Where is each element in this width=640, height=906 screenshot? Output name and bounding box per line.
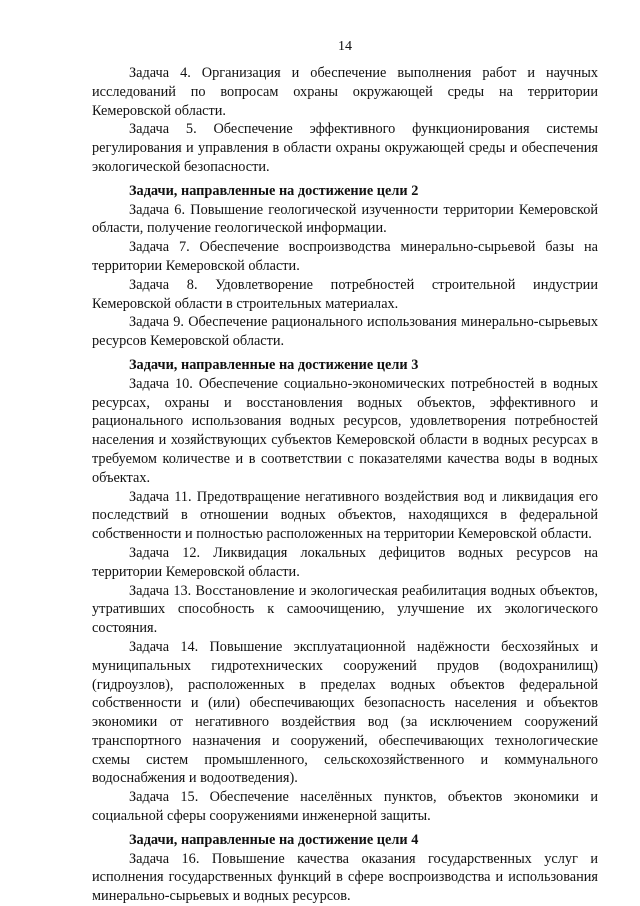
- task-4-paragraph: Задача 4. Организация и обеспечение выполнения работ и научных исследований по вопросам охраны окружающей среды на территории Кемеровской области.: [92, 65, 598, 119]
- task-5-paragraph: Задача 5. Обеспечение эффективного функционирования системы регулирования и управления в области охраны окружающей среды и обеспечения экологической безопасности.: [92, 121, 598, 175]
- task-6-paragraph: Задача 6. Повышение геологической изученности территории Кемеровской области, получение геологической информации.: [92, 201, 598, 237]
- section-heading-goal-4: Задачи, направленные на достижение цели 4: [129, 831, 419, 848]
- task-10-paragraph: Задача 10. Обеспечение социально-экономических потребностей в водных ресурсах, охраны и восстановления водных объектов, эффективного и рационального использования водных ресурсов, удовлетворения потребностей населения и хозяйствующих субъектов Кемеровской области в водных ресурсах в требуемом количестве и в соответствии с показателями качества воды в водных объектах.: [92, 375, 598, 486]
- task-16-paragraph: Задача 16. Повышение качества оказания государственных услуг и исполнения государственных функций в сфере воспроизводства и использования минерально-сырьевых и водных ресурсов.: [92, 850, 598, 905]
- task-13-paragraph: Задача 13. Восстановление и экологическая реабилитация водных объектов, утративших способность к самоочищению, улучшение их экологического состояния.: [92, 582, 598, 637]
- task-11-paragraph: Задача 11. Предотвращение негативного воздействия вод и ликвидация его последствий в отношении водных объектов, находящихся в федеральной собственности и полностью расположенных на территории Кемеровской области.: [92, 488, 598, 543]
- task-14-paragraph: Задача 14. Повышение эксплуатационной надёжности бесхозяйных и муниципальных гидротехнических сооружений прудов (водохранилищ) (гидроузлов), расположенных в пределах водных объектов федеральной собственности и (или) обеспечивающих безопасность населения и объектов экономики от негативного воздействия вод (за исключением сооружений транспортного назначения и сооружений, обеспечивающих технологические схемы систем промышленного, сельскохозяйственного и коммунального водоснабжения и водоотведения).: [92, 638, 598, 787]
- task-12-paragraph: Задача 12. Ликвидация локальных дефицитов водных ресурсов на территории Кемеровской области.: [92, 544, 598, 580]
- task-7-paragraph: Задача 7. Обеспечение воспроизводства минерально-сырьевой базы на территории Кемеровской области.: [92, 239, 598, 274]
- section-heading-goal-2: Задачи, направленные на достижение цели 2: [129, 182, 419, 199]
- section-heading-goal-3: Задачи, направленные на достижение цели 3: [129, 356, 419, 373]
- document-body: [92, 64, 598, 906]
- page-number: 14: [338, 39, 352, 54]
- task-8-paragraph: Задача 8. Удовлетворение потребностей строительной индустрии Кемеровской области в строительных материалах.: [92, 276, 598, 312]
- task-9-paragraph: Задача 9. Обеспечение рационального использования минерально-сырьевых ресурсов Кемеровской области.: [92, 314, 598, 350]
- task-15-paragraph: Задача 15. Обеспечение населённых пунктов, объектов экономики и социальной сферы сооружениями инженерной защиты.: [92, 789, 598, 825]
